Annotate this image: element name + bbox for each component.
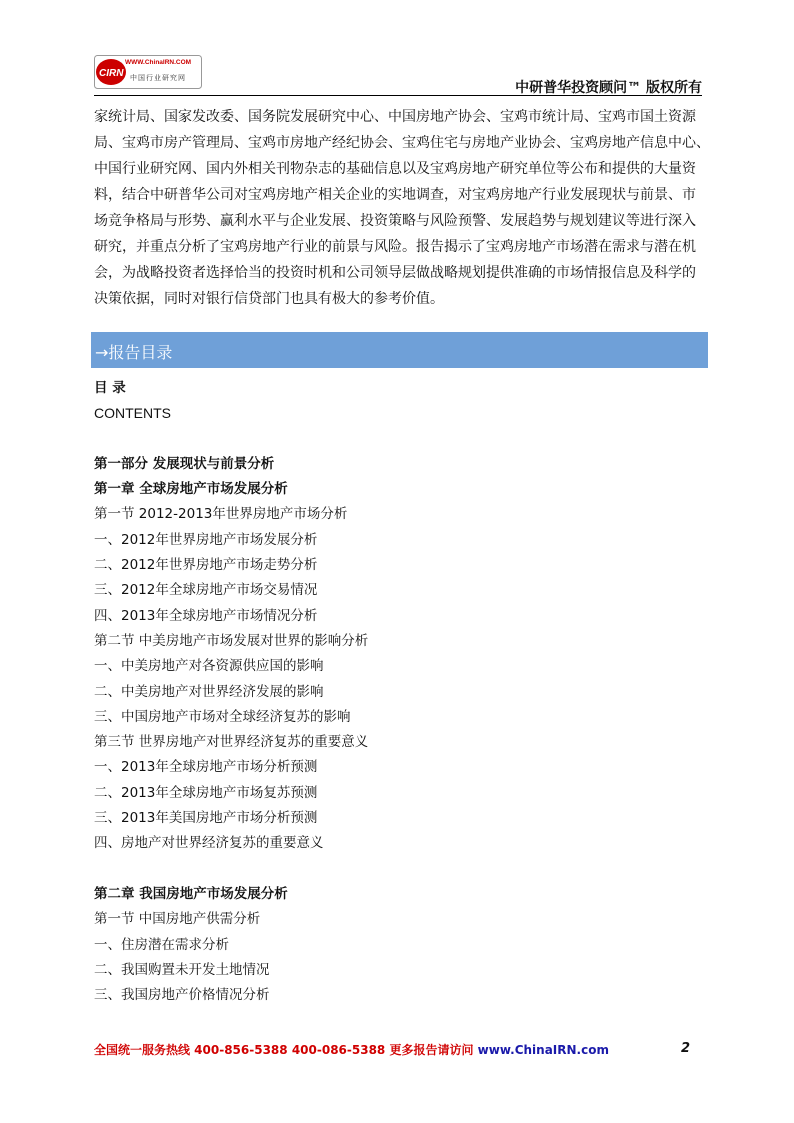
intro-line: 研究，并重点分析了宝鸡房地产行业的前景与风险。报告揭示了宝鸡房地产市场潜在需求与潜在机: [94, 239, 696, 255]
toc-item: 二、2012年世界房地产市场走势分析: [94, 557, 318, 574]
toc-spacer: [94, 427, 706, 452]
table-of-contents: [94, 376, 706, 1008]
toc-item: 三、2012年全球房地产市场交易情况: [94, 582, 318, 599]
toc-item: 第二节 中美房地产市场发展对世界的影响分析: [94, 632, 369, 649]
toc-item: 二、2013年全球房地产市场复苏预测: [94, 784, 318, 801]
logo-chinese-name: 中国行业研究网: [130, 74, 186, 82]
toc-item: 第一章 全球房地产市场发展分析: [94, 481, 288, 498]
intro-line: 局、宝鸡市房产管理局、宝鸡市房地产经纪协会、宝鸡住宅与房地产业协会、宝鸡房地产信息中心、: [94, 135, 710, 151]
svg-text:CIRN: CIRN: [99, 68, 124, 79]
toc-item: 目 录: [94, 380, 126, 396]
toc-item: 二、我国购置未开发土地情况: [94, 961, 270, 978]
toc-item: 四、2013年全球房地产市场情况分析: [94, 607, 318, 624]
toc-item: 三、中国房地产市场对全球经济复苏的影响: [94, 708, 351, 725]
footer-hotline: [94, 1041, 609, 1058]
toc-item: 一、2012年世界房地产市场发展分析: [94, 531, 318, 548]
intro-line: 料，结合中研普华公司对宝鸡房地产相关企业的实地调查，对宝鸡房地产行业发展现状与前景、市: [94, 187, 696, 203]
copyright-header: 中研普华投资顾问™ 版权所有: [515, 80, 702, 96]
logo-url: WWW.ChinaIRN.COM: [125, 59, 192, 66]
toc-item: 第一节 2012-2013年世界房地产市场分析: [94, 506, 348, 523]
toc-item: 三、我国房地产价格情况分析: [94, 987, 270, 1004]
footer-hotline-text: 全国统一服务热线 400-856-5388 400-086-5388 更多报告请访问: [94, 1043, 474, 1057]
page-number: 2: [680, 1041, 690, 1056]
intro-line: 场竞争格局与形势、赢利水平与企业发展、投资策略与风险预警、发展趋势与规划建议等进行深入: [94, 213, 696, 229]
toc-spacer: [94, 857, 706, 882]
intro-line: 中国行业研究网、国内外相关刊物杂志的基础信息以及宝鸡房地产研究单位等公布和提供的大量资: [94, 161, 696, 177]
toc-item: 第三节 世界房地产对世界经济复苏的重要意义: [94, 734, 369, 751]
toc-item: CONTENTS: [94, 405, 171, 422]
header-divider: [94, 95, 702, 96]
toc-item: 四、房地产对世界经济复苏的重要意义: [94, 835, 324, 852]
toc-item: 三、2013年美国房地产市场分析预测: [94, 810, 318, 827]
intro-line: 会，为战略投资者选择恰当的投资时机和公司领导层做战略规划提供准确的市场情报信息及科学的: [94, 265, 696, 281]
footer-website-link[interactable]: www.ChinaIRN.com: [477, 1043, 609, 1057]
intro-paragraph: [94, 104, 710, 312]
toc-item: 一、住房潜在需求分析: [94, 936, 229, 953]
toc-item: 第一节 中国房地产供需分析: [94, 911, 261, 928]
toc-item: 第一部分 发展现状与前景分析: [94, 455, 275, 472]
toc-item: 第二章 我国房地产市场发展分析: [94, 885, 288, 902]
intro-line: 家统计局、国家发改委、国务院发展研究中心、中国房地产协会、宝鸡市统计局、宝鸡市国土资源: [94, 109, 696, 125]
banner-title: →报告目录: [95, 343, 173, 362]
intro-line: 决策依据，同时对银行信贷部门也具有极大的参考价值。: [94, 291, 444, 307]
toc-item: 一、中美房地产对各资源供应国的影响: [94, 658, 324, 675]
toc-item: 二、中美房地产对世界经济发展的影响: [94, 683, 324, 700]
section-banner: [91, 332, 708, 368]
toc-item: 一、2013年全球房地产市场分析预测: [94, 759, 318, 776]
